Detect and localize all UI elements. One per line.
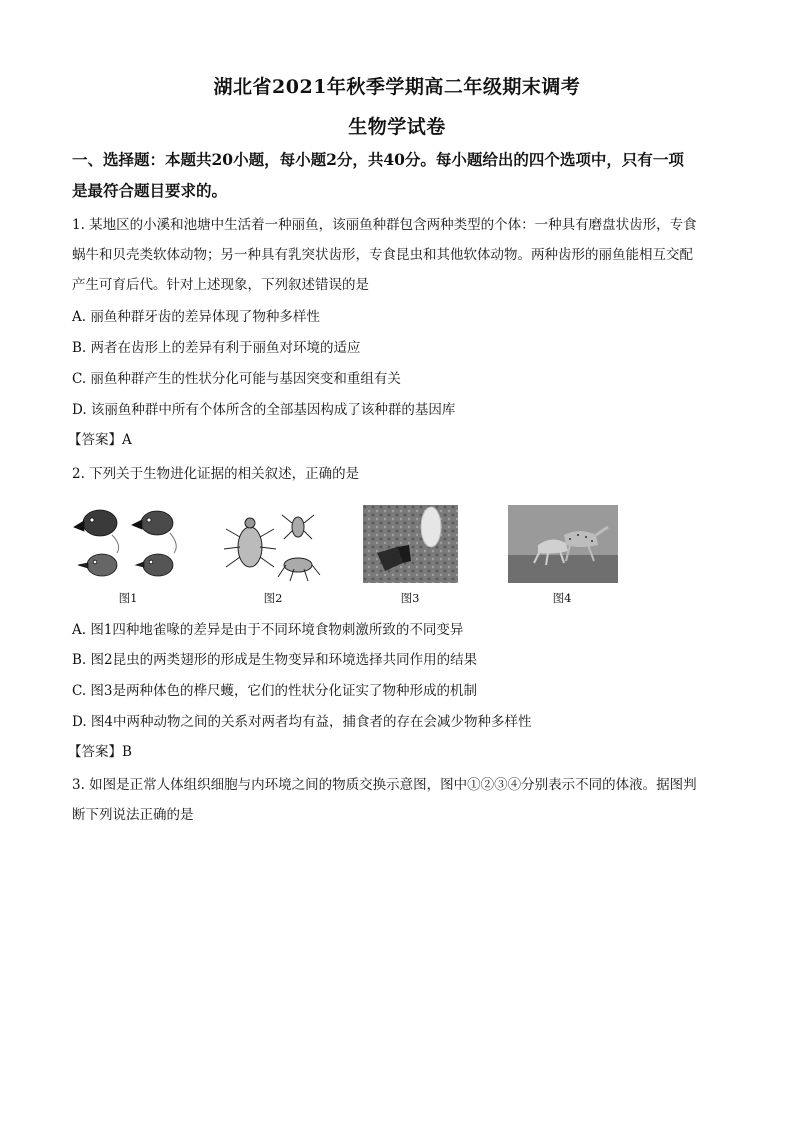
q1-answer (68, 430, 728, 450)
q2-option-b: B. 图2昆虫的两类翅形的形成是生物变异和环境选择共同作用的结果 (72, 652, 478, 668)
figure-3-caption: 图3 (400, 591, 420, 605)
q1-option-c: C. 丽鱼种群产生的性状分化可能与基因突变和重组有关 (72, 371, 401, 387)
figure-4-predator-prey (508, 505, 618, 583)
q2-option-a: A. 图1四种地雀喙的差异是由于不同环境食物刺激所致的不同变异 (72, 622, 464, 638)
q2-stem: 2. 下列关于生物进化证据的相关叙述，正确的是 (72, 466, 360, 482)
q1-option-d: D. 该丽鱼种群中所有个体所含的全部基因构成了该种群的基因库 (72, 402, 456, 418)
exam-title: 湖北省2021年秋季学期高二年级期末调考 (213, 76, 581, 98)
q2-option-d: D. 图4中两种动物之间的关系对两者均有益，捕食者的存在会减少物种多样性 (72, 714, 532, 730)
figure-1-caption: 图1 (118, 591, 138, 605)
q1-stem-line2: 蜗牛和贝壳类软体动物；另一种具有乳突状齿形，专食昆虫和其他软体动物。两种齿形的丽鱼能相互交配 (72, 247, 693, 263)
q1-option-b: B. 两者在齿形上的差异有利于丽鱼对环境的适应 (72, 340, 361, 356)
figure-2-caption: 图2 (263, 591, 283, 605)
q2-answer-label: 【答案】 (68, 744, 122, 760)
q2-answer (68, 742, 728, 762)
q2-answer-value: B (122, 744, 132, 760)
figure-4-caption: 图4 (552, 591, 572, 605)
figure-2-insects (218, 505, 328, 585)
q1-option-a: A. 丽鱼种群牙齿的差异体现了物种多样性 (72, 309, 320, 325)
q1-answer-label: 【答案】 (68, 432, 122, 448)
q1-stem-line1: 1. 某地区的小溪和池塘中生活着一种丽鱼，该丽鱼种群包含两种类型的个体：一种具有磨盘状齿形，专食 (72, 217, 697, 233)
q3-stem-line2: 断下列说法正确的是 (72, 807, 194, 823)
q2-option-c: C. 图3是两种体色的桦尺蠖，它们的性状分化证实了物种形成的机制 (72, 683, 478, 699)
q1-answer-value: A (122, 432, 132, 448)
figure-3-peppered-moths (363, 505, 458, 583)
section-heading-line2: 是最符合题目要求的。 (72, 181, 228, 200)
section-heading-line1: 一、选择题：本题共20小题，每小题2分，共40分。每小题给出的四个选项中，只有一项 (72, 150, 684, 169)
exam-subtitle: 生物学试卷 (348, 116, 446, 138)
q3-stem-line1: 3. 如图是正常人体组织细胞与内环境之间的物质交换示意图，图中①②③④分别表示不同的体液。据图判 (72, 777, 697, 793)
figure-1-finch-beaks (72, 505, 187, 585)
q1-stem-line3: 产生可育后代。针对上述现象，下列叙述错误的是 (72, 277, 369, 293)
